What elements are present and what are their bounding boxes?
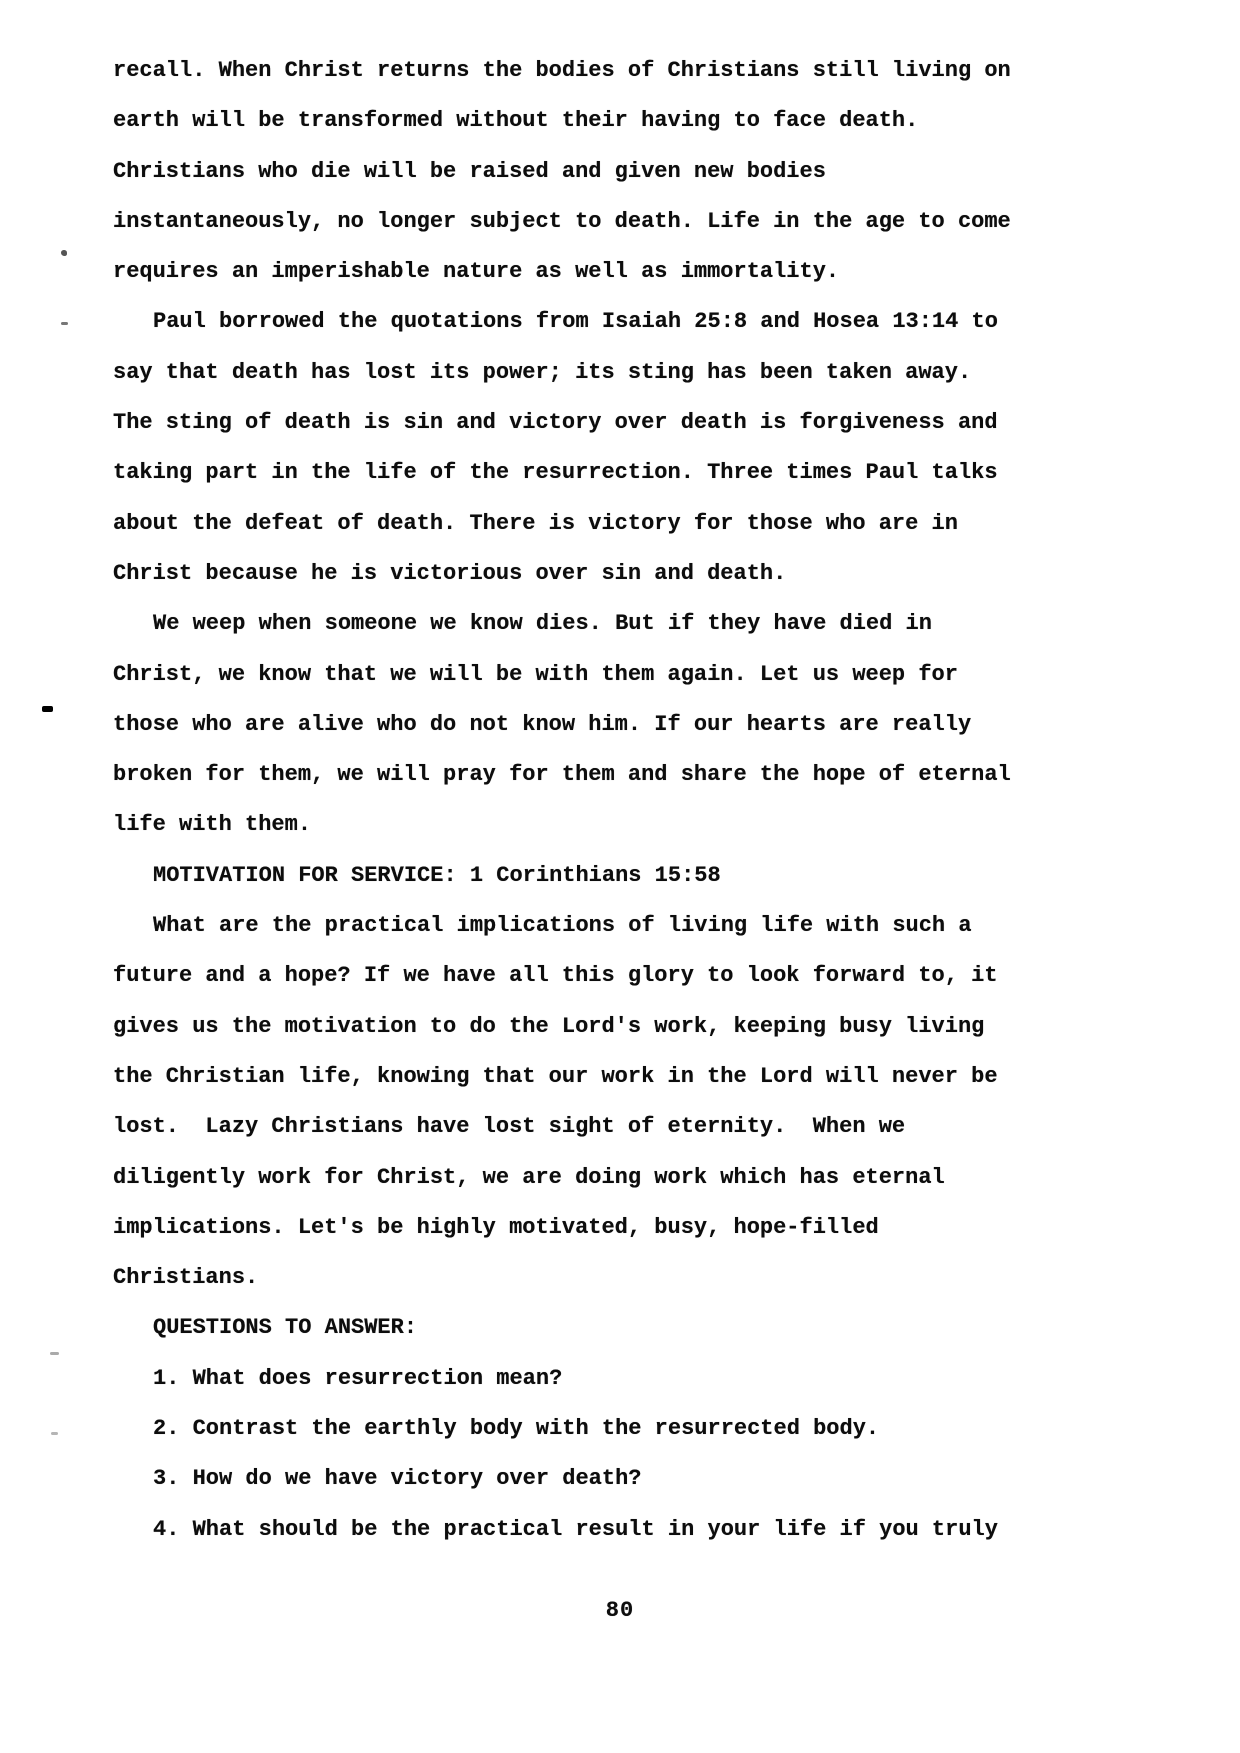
text-line: broken for them, we will pray for them and share the hope of eternal [113, 762, 1011, 788]
text-line: recall. When Christ returns the bodies of Christians still living on [113, 58, 1011, 83]
ink-speckle [50, 1352, 59, 1355]
text-line: taking part in the life of the resurrection. Three times Paul talks [113, 460, 998, 486]
ink-speckle [61, 322, 68, 325]
text-line: the Christian life, knowing that our work in the Lord will never be [113, 1063, 998, 1089]
text-line: 3. How do we have victory over death? [153, 1466, 642, 1492]
text-line: gives us the motivation to do the Lord's work, keeping busy living [113, 1013, 985, 1039]
ink-speckle [42, 706, 53, 712]
ink-speckle [51, 1432, 58, 1435]
text-line: Christians. [113, 1265, 259, 1291]
text-line: 4. What should be the practical result in your life if you truly [153, 1516, 998, 1542]
text-line: requires an imperishable nature as well as immortality. [113, 259, 840, 285]
text-line: Paul borrowed the quotations from Isaiah 25:8 and Hosea 13:14 to [153, 309, 998, 335]
page-number: 80 [605, 1598, 635, 1623]
text-line: instantaneously, no longer subject to death. Life in the age to come [113, 208, 1011, 234]
text-line: future and a hope? If we have all this glory to look forward to, it [113, 963, 998, 989]
text-line: diligently work for Christ, we are doing work which has eternal [113, 1164, 945, 1190]
text-line: 1. What does resurrection mean? [153, 1365, 563, 1391]
text-line: The sting of death is sin and victory over death is forgiveness and [113, 410, 998, 436]
text-line: We weep when someone we know dies. But if they have died in [153, 611, 932, 637]
text-line: MOTIVATION FOR SERVICE: 1 Corinthians 15:58 [153, 862, 721, 888]
text-line: QUESTIONS TO ANSWER: [153, 1315, 418, 1341]
text-line: lost. Lazy Christians have lost sight of eternity. When we [113, 1114, 906, 1140]
text-line: Christ, we know that we will be with them again. Let us weep for [113, 661, 958, 687]
text-line: 2. Contrast the earthly body with the resurrected body. [153, 1416, 880, 1442]
document-body [113, 46, 1053, 1555]
text-line: earth will be transformed without their having to face death. [113, 108, 919, 134]
text-line: those who are alive who do not know him. If our hearts are really [113, 711, 972, 737]
text-line: Christ because he is victorious over sin and death. [113, 560, 787, 586]
text-line: about the defeat of death. There is victory for those who are in [113, 510, 958, 536]
ink-speckle [61, 250, 67, 256]
text-line: implications. Let's be highly motivated, busy, hope-filled [113, 1214, 879, 1240]
text-line: What are the practical implications of living life with such a [153, 913, 972, 939]
text-line: say that death has lost its power; its sting has been taken away. [113, 359, 972, 385]
text-line: Christians who die will be raised and given new bodies [113, 158, 826, 184]
text-line: life with them. [113, 812, 312, 838]
